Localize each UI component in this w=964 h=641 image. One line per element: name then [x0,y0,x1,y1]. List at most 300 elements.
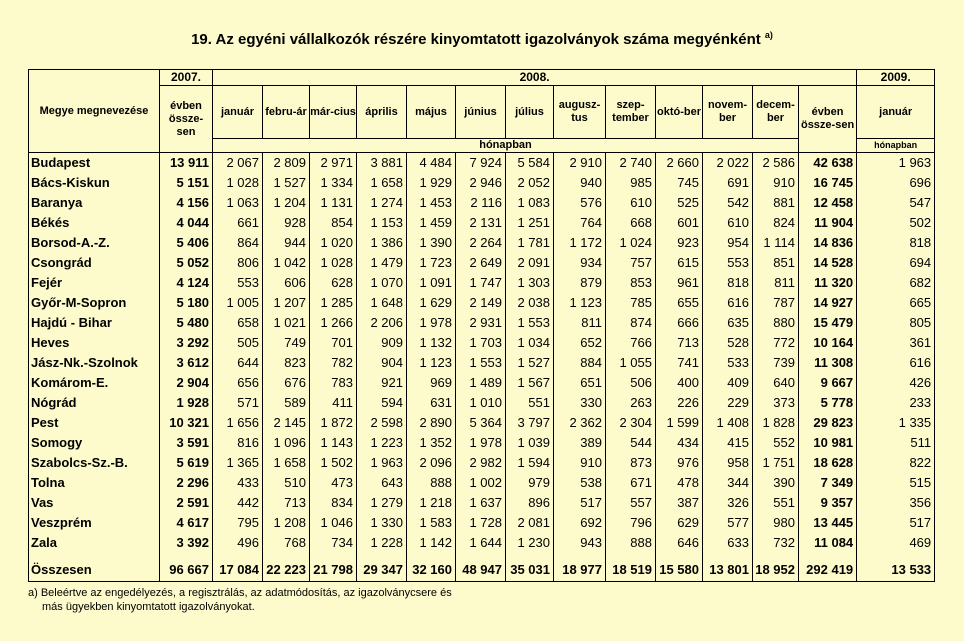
value-month: 934 [554,253,606,273]
county-name: Pest [29,413,160,433]
value-month: 644 [213,353,263,373]
county-name: Bács-Kiskun [29,173,160,193]
value-month: 1 005 [213,293,263,313]
value-month: 442 [213,493,263,513]
value-month: 1 114 [753,233,799,253]
value-month: 910 [753,173,799,193]
value-month: 533 [703,353,753,373]
value-month: 732 [753,533,799,553]
value-month: 226 [656,393,703,413]
value-2008-total: 7 349 [799,473,857,493]
county-name: Budapest [29,153,160,174]
value-month: 1 204 [263,193,310,213]
value-month: 853 [606,273,656,293]
county-name: Békés [29,213,160,233]
value-month: 5 584 [506,153,554,174]
value-month: 1 223 [357,433,407,453]
value-2008-total: 14 836 [799,233,857,253]
value-2009-january: 665 [857,293,935,313]
value-month: 411 [310,393,357,413]
value-month: 1 020 [310,233,357,253]
value-month: 553 [703,253,753,273]
header-month: febru-ár [263,86,310,139]
value-month: 795 [213,513,263,533]
value-month: 652 [554,333,606,353]
value-2007-total: 2 296 [160,473,213,493]
value-month: 2 052 [506,173,554,193]
value-2008-total: 16 745 [799,173,857,193]
county-name: Somogy [29,433,160,453]
value-2007-total: 10 321 [160,413,213,433]
value-month: 692 [554,513,606,533]
value-month: 1 123 [407,353,456,373]
header-unit-2009: hónapban [857,139,935,153]
value-month: 1 644 [456,533,506,553]
value-month: 651 [554,373,606,393]
value-month: 888 [606,533,656,553]
county-name: Hajdú - Bihar [29,313,160,333]
value-2009-january: 356 [857,493,935,513]
value-month: 2 598 [357,413,407,433]
value-month: 22 223 [263,559,310,582]
value-month: 1 143 [310,433,357,453]
value-2008-total: 14 528 [799,253,857,273]
value-month: 1 218 [407,493,456,513]
value-month: 330 [554,393,606,413]
value-month: 671 [606,473,656,493]
header-month: április [357,86,407,139]
value-month: 1 502 [310,453,357,473]
value-month: 1 028 [213,173,263,193]
value-month: 1 751 [753,453,799,473]
value-2009-january: 515 [857,473,935,493]
header-month: január [213,86,263,139]
value-month: 2 971 [310,153,357,174]
value-2008-total: 9 667 [799,373,857,393]
value-month: 646 [656,533,703,553]
value-month: 525 [656,193,703,213]
value-month: 1 728 [456,513,506,533]
table-row [29,559,935,582]
table-row [29,193,935,213]
value-month: 473 [310,473,357,493]
value-month: 478 [656,473,703,493]
table-row [29,433,935,453]
value-2007-total: 2 591 [160,493,213,513]
value-month: 1 408 [703,413,753,433]
header-2009-january: január [857,86,935,139]
value-month: 940 [554,173,606,193]
value-month: 1 132 [407,333,456,353]
value-month: 643 [357,473,407,493]
value-2008-total: 12 458 [799,193,857,213]
county-name: Győr-M-Sopron [29,293,160,313]
value-month: 2 022 [703,153,753,174]
value-month: 734 [310,533,357,553]
table-row [29,513,935,533]
value-month: 873 [606,453,656,473]
value-month: 979 [506,473,554,493]
value-month: 854 [310,213,357,233]
value-month: 824 [753,213,799,233]
table-row [29,373,935,393]
value-month: 633 [703,533,753,553]
header-month: május [407,86,456,139]
header-month: június [456,86,506,139]
header-month: decem-ber [753,86,799,139]
county-name: Heves [29,333,160,353]
value-2007-total: 13 911 [160,153,213,174]
value-month: 1 266 [310,313,357,333]
value-month: 1 303 [506,273,554,293]
value-month: 818 [703,273,753,293]
value-month: 1 656 [213,413,263,433]
value-month: 2 206 [357,313,407,333]
value-month: 1 723 [407,253,456,273]
county-name: Zala [29,533,160,553]
value-2009-january: 511 [857,433,935,453]
header-month: július [506,86,554,139]
value-month: 1 096 [263,433,310,453]
value-month: 2 149 [456,293,506,313]
value-month: 1 042 [263,253,310,273]
header-2008-total: évben össze-sen [799,86,857,153]
value-month: 739 [753,353,799,373]
value-month: 4 484 [407,153,456,174]
value-month: 577 [703,513,753,533]
value-month: 1 230 [506,533,554,553]
value-month: 880 [753,313,799,333]
value-month: 1 386 [357,233,407,253]
value-month: 2 038 [506,293,554,313]
value-2009-january: 1 963 [857,153,935,174]
value-month: 910 [554,453,606,473]
county-name: Jász-Nk.-Szolnok [29,353,160,373]
value-month: 18 519 [606,559,656,582]
value-2007-total: 5 480 [160,313,213,333]
value-month: 1 046 [310,513,357,533]
value-month: 2 649 [456,253,506,273]
title-footnote-marker: a) [764,30,773,40]
value-month: 921 [357,373,407,393]
value-month: 326 [703,493,753,513]
header-county: Megye megnevezése [29,70,160,153]
value-month: 409 [703,373,753,393]
value-month: 1 228 [357,533,407,553]
value-month: 851 [753,253,799,273]
value-month: 1 083 [506,193,554,213]
value-month: 344 [703,473,753,493]
header-year-2007: 2007. [160,70,213,86]
value-month: 1 123 [554,293,606,313]
value-2009-january: 1 335 [857,413,935,433]
value-month: 1 334 [310,173,357,193]
value-month: 958 [703,453,753,473]
value-2007-total: 1 928 [160,393,213,413]
value-2008-total: 292 419 [799,559,857,582]
value-month: 766 [606,333,656,353]
value-2008-total: 15 479 [799,313,857,333]
value-month: 676 [263,373,310,393]
value-month: 2 809 [263,153,310,174]
value-month: 505 [213,333,263,353]
table-row [29,153,935,174]
value-month: 691 [703,173,753,193]
value-month: 3 797 [506,413,554,433]
value-month: 616 [703,293,753,313]
value-month: 1 963 [357,453,407,473]
header-month: már-cius [310,86,357,139]
value-month: 1 365 [213,453,263,473]
county-name: Nógrád [29,393,160,413]
value-month: 1 207 [263,293,310,313]
value-month: 1 039 [506,433,554,453]
value-month: 1 747 [456,273,506,293]
value-month: 1 594 [506,453,554,473]
value-month: 811 [554,313,606,333]
value-month: 629 [656,513,703,533]
value-2008-total: 29 823 [799,413,857,433]
value-month: 542 [703,193,753,213]
value-month: 1 978 [456,433,506,453]
value-month: 772 [753,333,799,353]
value-month: 904 [357,353,407,373]
value-2007-total: 2 904 [160,373,213,393]
value-month: 510 [263,473,310,493]
value-2009-january: 361 [857,333,935,353]
value-month: 496 [213,533,263,553]
data-table [28,69,935,582]
value-month: 1 131 [310,193,357,213]
value-month: 741 [656,353,703,373]
value-month: 2 091 [506,253,554,273]
value-month: 879 [554,273,606,293]
value-month: 823 [263,353,310,373]
value-month: 668 [606,213,656,233]
value-month: 713 [656,333,703,353]
value-month: 1 489 [456,373,506,393]
value-month: 2 660 [656,153,703,174]
value-month: 415 [703,433,753,453]
value-2007-total: 5 052 [160,253,213,273]
value-month: 628 [310,273,357,293]
table-row [29,213,935,233]
value-month: 1 553 [456,353,506,373]
value-2007-total: 5 406 [160,233,213,253]
value-2008-total: 11 904 [799,213,857,233]
value-month: 552 [753,433,799,453]
value-month: 1 453 [407,193,456,213]
value-month: 745 [656,173,703,193]
table-row [29,313,935,333]
value-month: 229 [703,393,753,413]
value-2007-total: 5 151 [160,173,213,193]
value-month: 874 [606,313,656,333]
value-2008-total: 11 084 [799,533,857,553]
value-month: 2 946 [456,173,506,193]
value-month: 896 [506,493,554,513]
value-month: 1 330 [357,513,407,533]
value-month: 2 931 [456,313,506,333]
value-2007-total: 5 619 [160,453,213,473]
header-month: novem-ber [703,86,753,139]
value-month: 943 [554,533,606,553]
value-month: 1 279 [357,493,407,513]
value-month: 944 [263,233,310,253]
value-2008-total: 42 638 [799,153,857,174]
value-month: 749 [263,333,310,353]
value-2009-january: 818 [857,233,935,253]
value-month: 2 116 [456,193,506,213]
value-month: 2 067 [213,153,263,174]
value-month: 387 [656,493,703,513]
value-month: 601 [656,213,703,233]
value-2007-total: 4 044 [160,213,213,233]
value-month: 782 [310,353,357,373]
value-2008-total: 14 927 [799,293,857,313]
value-month: 1 567 [506,373,554,393]
value-month: 976 [656,453,703,473]
value-2009-january: 426 [857,373,935,393]
footnote-line: a) Beleértve az engedélyezés, a regisztrálás, az adatmódosítás, az igazolványcsere és [28,587,452,599]
value-month: 2 586 [753,153,799,174]
table-row [29,353,935,373]
value-month: 2 910 [554,153,606,174]
value-2008-total: 5 778 [799,393,857,413]
value-month: 1 091 [407,273,456,293]
value-month: 1 479 [357,253,407,273]
table-row [29,273,935,293]
value-2008-total: 18 628 [799,453,857,473]
value-month: 783 [310,373,357,393]
value-month: 7 924 [456,153,506,174]
header-month: októ-ber [656,86,703,139]
value-month: 1 637 [456,493,506,513]
value-month: 21 798 [310,559,357,582]
value-month: 806 [213,253,263,273]
county-name: Tolna [29,473,160,493]
table-row [29,473,935,493]
value-month: 1 553 [506,313,554,333]
value-2009-january: 13 533 [857,559,935,582]
value-month: 881 [753,193,799,213]
header-year-2009: 2009. [857,70,935,86]
value-2007-total: 3 292 [160,333,213,353]
value-month: 1 034 [506,333,554,353]
value-month: 666 [656,313,703,333]
value-month: 1 010 [456,393,506,413]
table-row [29,233,935,253]
footnote-line: más ügyekben kinyomtatott igazolványokat. [42,601,255,613]
value-month: 1 658 [263,453,310,473]
value-month: 1 459 [407,213,456,233]
value-month: 18 952 [753,559,799,582]
value-month: 1 251 [506,213,554,233]
value-month: 816 [213,433,263,453]
value-month: 610 [606,193,656,213]
value-month: 764 [554,213,606,233]
value-2009-january: 822 [857,453,935,473]
value-month: 1 648 [357,293,407,313]
value-2008-total: 9 357 [799,493,857,513]
value-month: 1 527 [506,353,554,373]
county-name: Csongrád [29,253,160,273]
value-month: 701 [310,333,357,353]
value-month: 1 024 [606,233,656,253]
value-month: 544 [606,433,656,453]
value-month: 557 [606,493,656,513]
value-month: 2 264 [456,233,506,253]
value-month: 656 [213,373,263,393]
value-month: 1 703 [456,333,506,353]
value-month: 787 [753,293,799,313]
value-month: 811 [753,273,799,293]
value-month: 2 304 [606,413,656,433]
value-month: 1 583 [407,513,456,533]
value-month: 1 142 [407,533,456,553]
value-month: 615 [656,253,703,273]
value-month: 594 [357,393,407,413]
table-row [29,253,935,273]
value-month: 571 [213,393,263,413]
value-month: 1 021 [263,313,310,333]
value-month: 2 982 [456,453,506,473]
value-month: 884 [554,353,606,373]
value-month: 1 390 [407,233,456,253]
value-2007-total: 3 612 [160,353,213,373]
value-month: 640 [753,373,799,393]
value-month: 1 274 [357,193,407,213]
value-month: 2 081 [506,513,554,533]
value-month: 928 [263,213,310,233]
value-month: 909 [357,333,407,353]
value-month: 3 881 [357,153,407,174]
value-month: 954 [703,233,753,253]
value-2009-january: 469 [857,533,935,553]
value-month: 610 [703,213,753,233]
table-row [29,393,935,413]
value-month: 13 801 [703,559,753,582]
county-name: Komárom-E. [29,373,160,393]
value-month: 29 347 [357,559,407,582]
value-month: 635 [703,313,753,333]
table-row [29,493,935,513]
value-month: 961 [656,273,703,293]
value-2007-total: 4 156 [160,193,213,213]
value-2008-total: 11 320 [799,273,857,293]
county-name: Vas [29,493,160,513]
value-2009-january: 517 [857,513,935,533]
value-month: 1 055 [606,353,656,373]
value-month: 589 [263,393,310,413]
value-month: 17 084 [213,559,263,582]
value-2009-january: 547 [857,193,935,213]
value-2008-total: 10 164 [799,333,857,353]
value-month: 18 977 [554,559,606,582]
value-2008-total: 10 981 [799,433,857,453]
value-month: 1 070 [357,273,407,293]
value-month: 1 028 [310,253,357,273]
value-month: 713 [263,493,310,513]
value-month: 1 002 [456,473,506,493]
value-month: 35 031 [506,559,554,582]
value-month: 1 828 [753,413,799,433]
value-month: 1 978 [407,313,456,333]
value-month: 2 145 [263,413,310,433]
value-month: 5 364 [456,413,506,433]
value-2009-january: 682 [857,273,935,293]
value-month: 1 285 [310,293,357,313]
